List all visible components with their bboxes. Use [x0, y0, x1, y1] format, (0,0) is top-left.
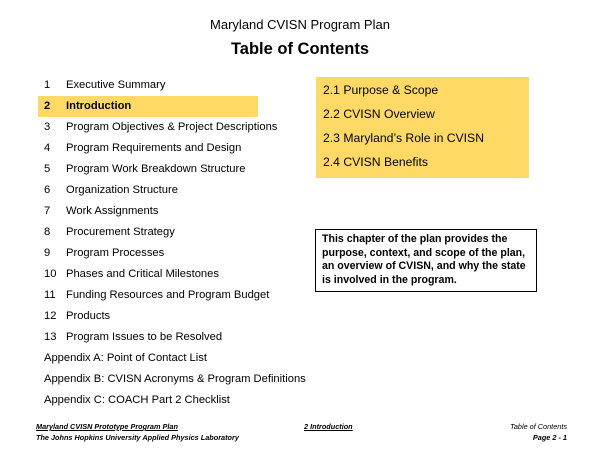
toc-number: 12	[44, 310, 57, 322]
toc-number: 10	[44, 268, 57, 280]
toc-item-program-issues[interactable]	[44, 327, 304, 348]
subtopic-cvisn-benefits[interactable]: 2.4 CVISN Benefits	[323, 155, 428, 169]
toc-number: 3	[44, 121, 51, 133]
toc-number: 8	[44, 226, 51, 238]
subtopic-purpose-scope[interactable]: 2.1 Purpose & Scope	[323, 83, 439, 97]
introduction-subtopics-box	[316, 77, 529, 178]
toc-number: 7	[44, 205, 51, 217]
toc-label: Procurement Strategy	[66, 226, 175, 238]
page-subtitle: Maryland CVISN Program Plan	[210, 17, 390, 32]
page-title: Table of Contents	[230, 40, 370, 58]
toc-item-introduction[interactable]	[38, 96, 258, 117]
toc-label: Program Processes	[66, 247, 165, 259]
toc-label: Introduction	[66, 100, 132, 112]
toc-item-program-processes[interactable]	[44, 243, 304, 264]
toc-appendix-a[interactable]	[44, 348, 304, 369]
toc-item-executive-summary[interactable]	[44, 75, 304, 96]
toc-label: Appendix B: CVISN Acronyms & Program Definitions	[44, 373, 306, 385]
footer-right	[510, 421, 567, 443]
footer-page-number: Page 2 - 1	[532, 433, 567, 442]
chapter-description-note: This chapter of the plan provides the purpose, context, and scope of the plan, an overview of CVISN, and why the state is involved in the program.	[315, 229, 537, 292]
footer-section-label: 2 Introduction	[304, 422, 353, 431]
toc-label: Funding Resources and Program Budget	[66, 289, 270, 301]
toc-number: 5	[44, 163, 51, 175]
table-of-contents	[44, 75, 304, 411]
footer-toc-label: Table of Contents	[510, 422, 567, 431]
toc-number: 13	[44, 331, 57, 343]
toc-item-funding-resources[interactable]	[44, 285, 304, 306]
toc-number: 2	[44, 100, 51, 112]
toc-label: Program Issues to be Resolved	[66, 331, 223, 343]
subtopic-marylands-role[interactable]: 2.3 Maryland’s Role in CVISN	[323, 131, 484, 145]
toc-label: Products	[66, 310, 111, 322]
toc-number: 6	[44, 184, 51, 196]
toc-appendix-b[interactable]	[44, 369, 304, 390]
footer-section	[304, 421, 353, 432]
toc-number: 9	[44, 247, 51, 259]
toc-item-program-requirements[interactable]	[44, 138, 304, 159]
toc-item-products[interactable]	[44, 306, 304, 327]
toc-label: Appendix A: Point of Contact List	[44, 352, 207, 364]
toc-item-procurement-strategy[interactable]	[44, 222, 304, 243]
toc-item-work-breakdown[interactable]	[44, 159, 304, 180]
toc-appendix-c[interactable]	[44, 390, 304, 411]
toc-label: Program Requirements and Design	[66, 142, 242, 154]
toc-item-phases-milestones[interactable]	[44, 264, 304, 285]
footer-document-title: Maryland CVISN Prototype Program Plan	[36, 422, 178, 431]
toc-number: 1	[44, 79, 51, 91]
toc-label: Executive Summary	[66, 79, 166, 91]
toc-label: Appendix C: COACH Part 2 Checklist	[44, 394, 230, 406]
toc-item-organization-structure[interactable]	[44, 180, 304, 201]
toc-label: Program Work Breakdown Structure	[66, 163, 246, 175]
toc-label: Program Objectives & Project Descriptions	[66, 121, 278, 133]
toc-label: Phases and Critical Milestones	[66, 268, 219, 280]
toc-label: Organization Structure	[66, 184, 178, 196]
footer-left	[36, 421, 239, 443]
toc-number: 11	[44, 289, 56, 301]
toc-label: Work Assignments	[66, 205, 159, 217]
toc-number: 4	[44, 142, 51, 154]
footer-organization: The Johns Hopkins University Applied Physics Laboratory	[36, 433, 239, 442]
toc-item-program-objectives[interactable]	[44, 117, 304, 138]
toc-item-work-assignments[interactable]	[44, 201, 304, 222]
subtopic-cvisn-overview[interactable]: 2.2 CVISN Overview	[323, 107, 435, 121]
